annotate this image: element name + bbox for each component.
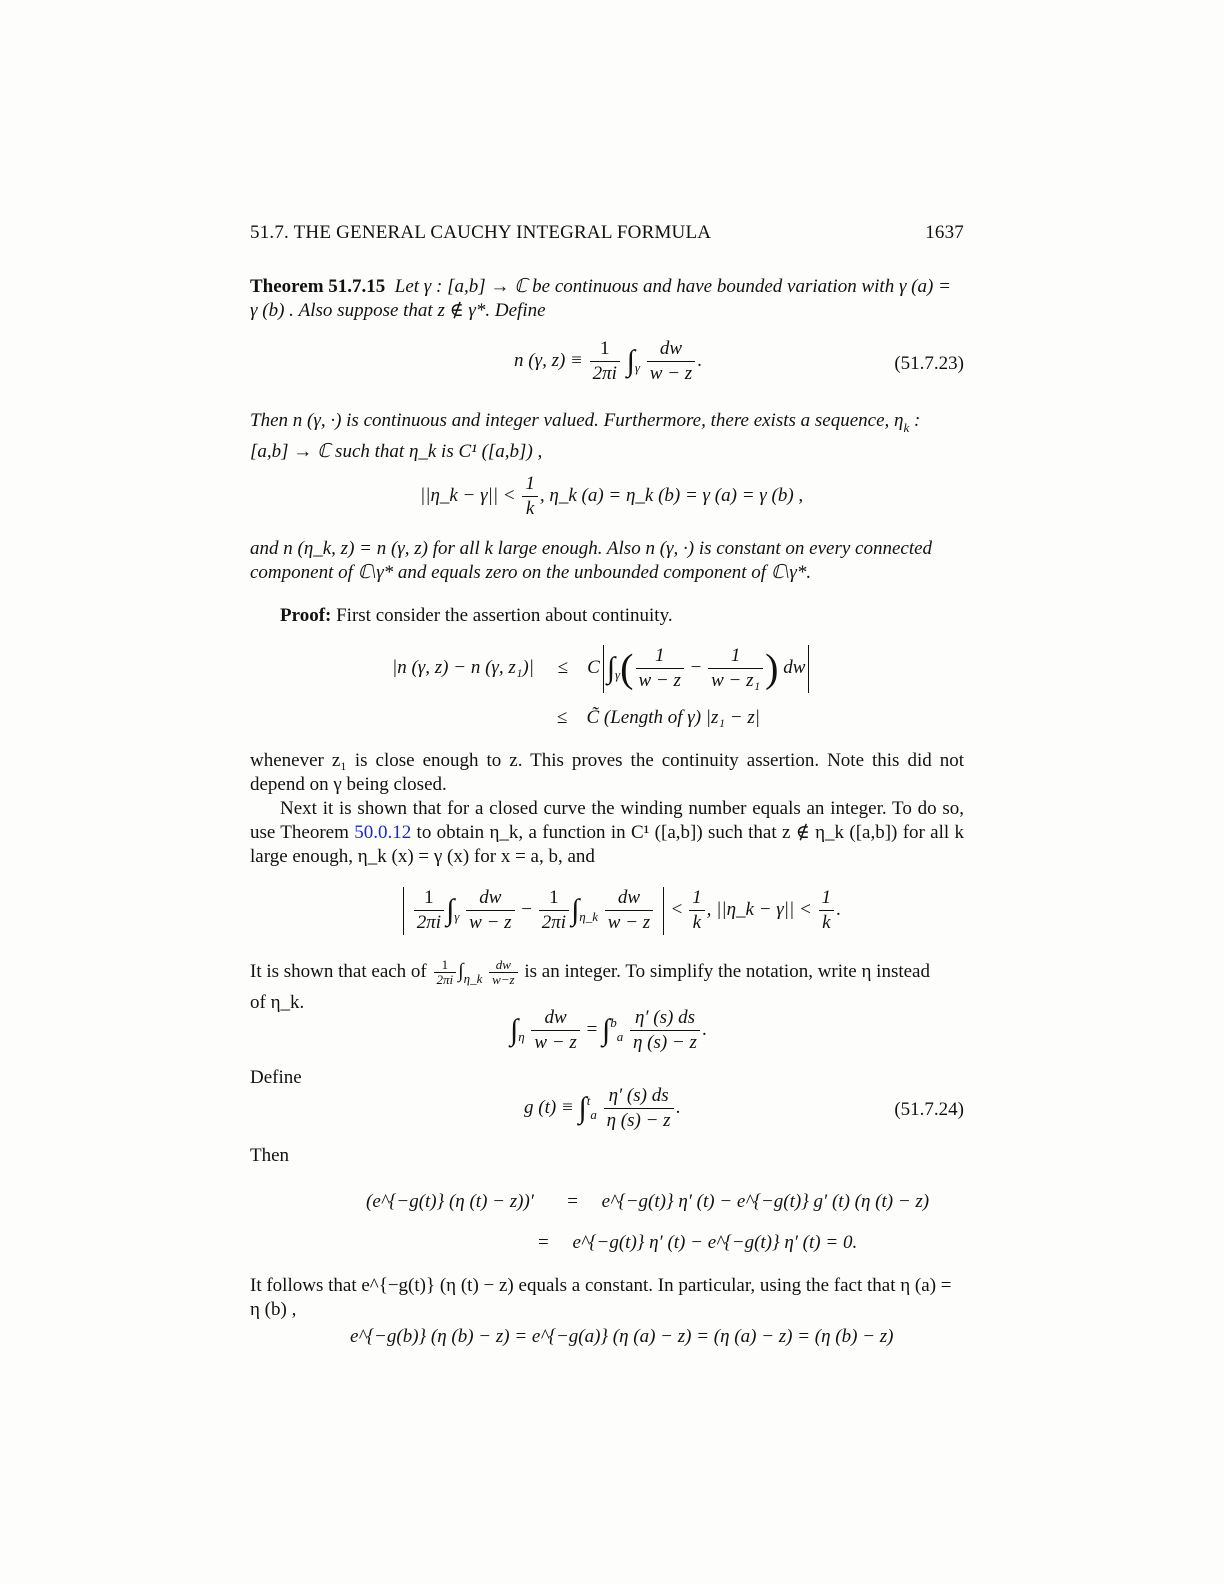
equation-number-2: (51.7.24) bbox=[894, 1099, 964, 1120]
p3-frac2 bbox=[489, 958, 518, 987]
eq4-minus: − bbox=[521, 898, 533, 920]
eq4-sub2: η_k bbox=[579, 908, 599, 924]
equation-derivative bbox=[366, 1190, 929, 1214]
theorem-then bbox=[250, 409, 964, 464]
theorem-link[interactable]: 50.0.12 bbox=[354, 822, 412, 843]
eq5-lim-up: b bbox=[610, 1014, 617, 1030]
eq6-lim-up: t bbox=[586, 1092, 591, 1108]
eq6-g-num: η′ (s) ds bbox=[604, 1084, 674, 1109]
p3-frac bbox=[434, 958, 457, 987]
then-label: Then bbox=[250, 1145, 290, 1166]
eq3-lhs: |n (γ, z) − n (γ, z₁)| bbox=[392, 656, 534, 678]
theorem-line-1: Let γ : [a,b] → ℂ be continuous and have bounded variation with γ (a) = bbox=[394, 276, 951, 297]
eq4-k1 bbox=[689, 886, 705, 935]
eq1-fden: w − z bbox=[649, 363, 693, 384]
conclusion-line-2: component of ℂ\γ* and equals zero on the unbounded component of ℂ\γ*. bbox=[250, 562, 812, 583]
section-title: 51.7. THE GENERAL CAUCHY INTEGRAL FORMULA bbox=[250, 222, 712, 243]
eq5-eq: = bbox=[586, 1018, 598, 1040]
eq6-lim-lo: a bbox=[590, 1106, 597, 1122]
eq5-g-num: η′ (s) ds bbox=[630, 1006, 700, 1031]
eq4-f1-den: 2πi bbox=[416, 912, 442, 933]
paragraph-integer: It is shown that each of $\frac{1}{2\pi i}$ $\int_{\eta\_k}$ $\frac{dw}{w-z}$ is an integer. To simplify the notation, write η instead of η_k. bbox=[250, 958, 964, 1015]
eq5-f-num: dw bbox=[531, 1006, 579, 1031]
p4-b: η (b) , bbox=[250, 1299, 297, 1320]
eq4-f1-num: 1 bbox=[414, 886, 444, 911]
integral-sign: ∫ bbox=[626, 344, 635, 378]
abs-right bbox=[663, 887, 664, 935]
eq4-end: . bbox=[836, 898, 841, 920]
eq4-g1-den: w − z bbox=[469, 912, 512, 933]
paragraph-winding bbox=[250, 797, 964, 869]
then-end: : bbox=[909, 410, 921, 431]
running-header bbox=[250, 221, 964, 245]
eq1-den: 2πi bbox=[592, 363, 617, 384]
equation-difference: $\frac{1}{2\pi i}$ $\int_\gamma$ $\frac{dw}{w - z}$ − $\frac{1}{2\pi i}$ $\int_{\eta\_k}$ $\frac{dw}{w - z}$ < $\frac{1}{k}$ , ||η_k − γ|| < $\frac{1}{k}$ . bbox=[400, 886, 841, 935]
p3-g-den: w−z bbox=[492, 972, 515, 987]
eq5-sub: η bbox=[518, 1028, 525, 1044]
eq6-g bbox=[604, 1084, 674, 1133]
eq2-den: k bbox=[525, 498, 535, 519]
theorem-label: Theorem 51.7.15 bbox=[250, 276, 386, 297]
eq3-rel1: ≤ bbox=[557, 656, 569, 678]
p3-b: is an integer. To simplify the notation, write η instead bbox=[524, 960, 930, 982]
eq4-f2 bbox=[539, 886, 569, 935]
equation-continuity-line2 bbox=[557, 706, 760, 730]
then-sub: k bbox=[903, 420, 910, 435]
eq1-integrand bbox=[647, 337, 695, 386]
eq7-rel2: = bbox=[538, 1232, 549, 1253]
eq2-lhs: ||η_k − γ|| < bbox=[420, 484, 516, 506]
p2-a: Next it is shown that for a closed curve the winding number equals an integer. To do so, use Theorem bbox=[250, 798, 964, 843]
equation-derivative-line2 bbox=[538, 1231, 857, 1255]
p2-b: to obtain η_k, a function in C¹ ([a,b]) such that z ∉ η_k ([a,b]) for all k large enough, η_k (x) = γ (x) for x = a, b, and bbox=[250, 822, 965, 867]
equation-g-definition: g (t) ≡ ∫$^t_a$ $\frac{\eta' (s) ds}{\eta (s) - z}$ . bbox=[524, 1085, 681, 1131]
p3-sub: η_k bbox=[463, 970, 483, 986]
eq4-f2-den: 2πi bbox=[541, 912, 567, 933]
eq4-lt: < bbox=[671, 898, 683, 920]
eq4-k2-den: k bbox=[822, 912, 831, 933]
then-line-1: Then n (γ, ·) is continuous and integer valued. Furthermore, there exists a sequence, η bbox=[250, 410, 904, 431]
proof-label: Proof: bbox=[280, 605, 332, 626]
eq5-lim-lo: a bbox=[616, 1028, 624, 1044]
p3-c: of η_k. bbox=[250, 991, 305, 1013]
eq4-k1-num: 1 bbox=[689, 886, 705, 911]
eq1-lhs: n (γ, z) ≡ bbox=[514, 349, 583, 371]
eq1-fraction bbox=[590, 337, 620, 386]
eq3-f1-num: 1 bbox=[636, 644, 684, 669]
eq3-f1-den: w − z bbox=[638, 670, 681, 691]
p4-a: It follows that e^{−g(t)} (η (t) − z) equals a constant. In particular, using the fact that η (a) = bbox=[250, 1275, 952, 1296]
eq4-g1 bbox=[466, 886, 514, 935]
eq3-f2-num: 1 bbox=[708, 644, 763, 669]
eq7-rhs2: e^{−g(t)} η′ (t) − e^{−g(t)} η′ (t) = 0. bbox=[572, 1232, 858, 1253]
p3-f-den: 2πi bbox=[436, 972, 454, 987]
eq4-f2-num: 1 bbox=[539, 886, 569, 911]
eq1-sub: γ bbox=[634, 359, 641, 375]
eq2-fraction bbox=[522, 472, 538, 521]
abs-left bbox=[403, 887, 404, 935]
theorem-conclusion bbox=[250, 537, 964, 585]
conclusion-line-1: and n (η_k, z) = n (γ, z) for all k large enough. Also n (γ, ·) is constant on every connected bbox=[250, 538, 933, 559]
eq3-sub: γ bbox=[615, 666, 621, 682]
equation-winding-number: n (γ, z) ≡ $\frac{1}{2\pi i}$ $\int_\gamma$ $\frac{dw}{w - z}$ . bbox=[514, 338, 702, 384]
equation-continuity: |n (γ, z) − n (γ, z₁)| ≤ C $\int_\gamma$( $\frac{1}{w - z}$ − $\frac{1}{\text{w − z₁}}$ ) dw bbox=[392, 644, 812, 693]
eq4-mid: , ||η_k − γ|| < bbox=[706, 898, 812, 920]
eq1-fnum: dw bbox=[647, 337, 695, 362]
eq2-rhs: , η_k (a) = η_k (b) = γ (a) = γ (b) , bbox=[539, 484, 804, 506]
eq1-num: 1 bbox=[590, 337, 620, 362]
paragraph-constant bbox=[250, 1274, 964, 1322]
eq5-g-den: η (s) − z bbox=[633, 1032, 697, 1053]
eq3-rel2: ≤ bbox=[557, 707, 568, 728]
theorem-statement bbox=[250, 275, 964, 323]
eq4-g1-num: dw bbox=[466, 886, 514, 911]
eq4-k1-den: k bbox=[692, 912, 702, 933]
eq4-g2-num: dw bbox=[605, 886, 653, 911]
p3-a: It is shown that each of bbox=[250, 960, 427, 982]
eq6-lhs: g (t) ≡ bbox=[524, 1096, 574, 1118]
proof-intro-text: First consider the assertion about continuity. bbox=[336, 605, 673, 626]
eq3-c: C bbox=[587, 656, 600, 678]
p3-g-num: dw bbox=[489, 958, 518, 973]
eq3-line2: C̃ (Length of γ) |z₁ − z| bbox=[586, 707, 760, 728]
theorem-line-2: γ (b) . Also suppose that z ∉ γ*. Define bbox=[250, 300, 546, 321]
eq7-rhs1: e^{−g(t)} η′ (t) − e^{−g(t)} g′ (t) (η (t) − z) bbox=[601, 1191, 930, 1212]
equation-approx bbox=[420, 472, 803, 521]
eq3-f2-den: w − z₁ bbox=[711, 670, 761, 691]
eq5-g bbox=[630, 1006, 700, 1055]
equation-parametrized: $\int_\eta$ $\frac{dw}{w - z}$ = ∫$^b_a$ $\frac{\eta' (s) ds}{\eta (s) - z}$ . bbox=[510, 1007, 707, 1053]
define-label: Define bbox=[250, 1067, 302, 1088]
eq7-rel1: = bbox=[567, 1191, 578, 1212]
eq6-g-den: η (s) − z bbox=[606, 1110, 671, 1131]
eq5-f-den: w − z bbox=[534, 1032, 577, 1053]
eq3-minus: − bbox=[690, 656, 702, 678]
eq7-lhs: (e^{−g(t)} (η (t) − z))′ bbox=[366, 1191, 534, 1212]
eq3-frac1 bbox=[636, 644, 684, 693]
paragraph-continuity: whenever z₁ is close enough to z. This proves the continuity assertion. Note this did not depend on γ being closed. bbox=[250, 750, 964, 795]
eq3-frac2 bbox=[708, 644, 763, 693]
eq4-g2-den: w − z bbox=[607, 912, 651, 933]
proof-intro bbox=[280, 604, 964, 628]
eq4-k2 bbox=[819, 886, 835, 935]
equation-number-1: (51.7.23) bbox=[894, 353, 964, 374]
eq3-dw: dw bbox=[783, 656, 806, 678]
p3-f-num: 1 bbox=[434, 958, 457, 973]
abs-bar-right bbox=[808, 645, 809, 693]
eq4-sub1: γ bbox=[454, 908, 460, 924]
page-number: 1637 bbox=[925, 222, 964, 243]
then-line-2: [a,b] → ℂ such that η_k is C¹ ([a,b]) , bbox=[250, 441, 543, 462]
eq4-f1 bbox=[414, 886, 444, 935]
eq4-k2-num: 1 bbox=[819, 886, 835, 911]
eq4-g2 bbox=[605, 886, 653, 935]
equation-final: e^{−g(b)} (η (b) − z) = e^{−g(a)} (η (a) − z) = (η (a) − z) = (η (b) − z) bbox=[350, 1326, 894, 1347]
eq2-num: 1 bbox=[522, 472, 538, 497]
abs-bar-left bbox=[603, 645, 604, 693]
eq5-f bbox=[531, 1006, 579, 1055]
